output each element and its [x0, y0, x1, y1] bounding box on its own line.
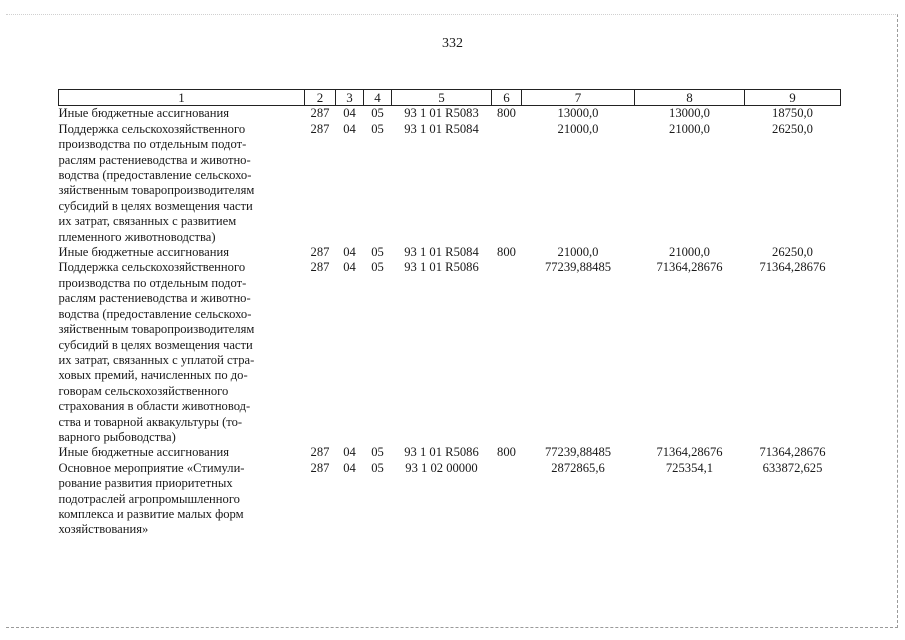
cell-amount-2: 13000,0: [669, 106, 710, 121]
cell-amount-3: 18750,0: [772, 106, 813, 121]
cell-rz: 287: [310, 245, 330, 260]
cell-amount-2: 21000,0: [669, 245, 710, 260]
row-name: [59, 260, 305, 445]
column-header: 3: [336, 90, 364, 106]
row-name-line: зяйственным товаропроизводителям: [58, 322, 255, 337]
cell-pr: 04: [343, 260, 356, 275]
cell-target-article: 93 1 01 R5086: [404, 260, 479, 275]
cell-amount-1: 13000,0: [557, 106, 599, 121]
cell-target-article: 93 1 01 R5084: [404, 245, 479, 260]
row-name-line: зяйственным товаропроизводителям: [58, 183, 255, 198]
cell-target-article: 93 1 02 00000: [405, 460, 478, 475]
table-header: [59, 90, 841, 106]
column-header: 9: [745, 90, 841, 106]
row-name-line: субсидий в целях возмещения части: [58, 337, 253, 352]
row-name-line: подотраслей агропромышленного: [58, 491, 240, 506]
cell-subsection: 05: [371, 260, 384, 275]
cell-rz: 287: [310, 460, 330, 475]
cell-expense-type: 800: [497, 106, 516, 121]
budget-table: [58, 89, 841, 538]
cell-pr: 04: [343, 245, 356, 260]
cell-amount-3: 71364,28676: [759, 260, 826, 275]
column-header: 1: [59, 90, 305, 106]
row-name-line: раслям растениеводства и животно-: [58, 152, 251, 167]
row-name-line: раслям растениеводства и животно-: [58, 291, 251, 306]
cell-amount-3: 71364,28676: [759, 445, 826, 460]
cell-target-article: 93 1 01 R5086: [404, 445, 479, 460]
row-name-line: говорам сельскохозяйственного: [58, 383, 229, 398]
cell-subsection: 05: [371, 445, 384, 460]
cell-expense-type: [492, 260, 522, 445]
cell-amount-1: 21000,0: [557, 245, 599, 260]
row-name: [59, 245, 305, 260]
cell-subsection: 05: [371, 245, 384, 260]
row-name-line: варного рыбоводства): [58, 429, 176, 444]
row-name-line: их затрат, связанных с развитием: [58, 214, 237, 229]
row-name: [59, 106, 305, 122]
cell-rz: 287: [310, 260, 330, 275]
row-name: [59, 445, 305, 460]
cell-amount-1: 77239,88485: [544, 445, 612, 460]
row-name-line: производства по отдельным подот-: [58, 275, 247, 290]
row-name-line: водства (предоставление сельскохо-: [58, 168, 252, 183]
row-name-line: рование развития приоритетных: [58, 476, 233, 491]
column-header: 6: [492, 90, 522, 106]
cell-pr: 04: [343, 460, 356, 475]
cell-amount-1: 21000,0: [557, 121, 599, 136]
row-name-line: Иные бюджетные ассигнования: [58, 445, 230, 460]
row-name-line: ства и товарной аквакультуры (то-: [58, 414, 243, 429]
cell-amount-2: 71364,28676: [656, 260, 723, 275]
cell-amount-2: 725354,1: [665, 460, 714, 475]
row-name-line: Иные бюджетные ассигнования: [58, 106, 230, 121]
cell-pr: 04: [343, 121, 356, 136]
page-number: 332: [442, 36, 463, 51]
row-name-line: их затрат, связанных с уплатой стра-: [58, 352, 255, 367]
row-name-line: производства по отдельным подот-: [58, 137, 247, 152]
column-header: 4: [364, 90, 392, 106]
row-name-line: водства (предоставление сельскохо-: [58, 306, 252, 321]
cell-rz: 287: [310, 121, 330, 136]
cell-amount-2: 21000,0: [669, 121, 710, 136]
row-name-line: страхования в области животновод-: [58, 399, 251, 414]
cell-target-article: 93 1 01 R5083: [404, 106, 479, 121]
cell-target-article: 93 1 01 R5084: [404, 121, 479, 136]
row-name: [59, 122, 305, 245]
cell-subsection: 05: [371, 460, 384, 475]
column-header: 2: [305, 90, 336, 106]
table-row: [59, 122, 841, 245]
row-name-line: Поддержка сельскохозяйственного: [58, 121, 246, 136]
row-name-line: Иные бюджетные ассигнования: [58, 245, 230, 260]
cell-amount-3: 26250,0: [772, 121, 813, 136]
table-row: [59, 106, 841, 122]
row-name-line: хозяйствования»: [58, 522, 149, 537]
column-header: 5: [392, 90, 492, 106]
cell-subsection: 05: [371, 121, 384, 136]
cell-amount-3: 26250,0: [772, 245, 813, 260]
cell-rz: 287: [310, 106, 330, 121]
table-row: [59, 245, 841, 260]
table-row: [59, 260, 841, 445]
table-body: [59, 106, 841, 538]
cell-amount-3: 633872,625: [762, 460, 823, 475]
table-row: [59, 445, 841, 460]
cell-pr: 04: [343, 445, 356, 460]
row-name-line: комплекса и развитие малых форм: [58, 506, 244, 521]
column-header: 7: [522, 90, 635, 106]
cell-rz: 287: [310, 445, 330, 460]
row-name-line: племенного животноводства): [58, 229, 216, 244]
cell-amount-2: 71364,28676: [656, 445, 723, 460]
cell-pr: 04: [343, 106, 356, 121]
cell-expense-type: [492, 122, 522, 245]
cell-amount-1: 77239,88485: [544, 260, 612, 275]
row-name-line: ховых премий, начисленных по до-: [58, 368, 248, 383]
table-row: [59, 461, 841, 538]
row-name-line: субсидий в целях возмещения части: [58, 198, 253, 213]
row-name: [59, 461, 305, 538]
cell-expense-type: 800: [497, 445, 516, 460]
cell-subsection: 05: [371, 106, 384, 121]
row-name-line: Основное мероприятие «Стимули-: [58, 460, 245, 475]
cell-expense-type: [492, 461, 522, 538]
cell-amount-1: 2872865,6: [551, 460, 605, 475]
row-name-line: Поддержка сельскохозяйственного: [58, 260, 246, 275]
cell-expense-type: 800: [497, 245, 516, 260]
column-header: 8: [635, 90, 745, 106]
